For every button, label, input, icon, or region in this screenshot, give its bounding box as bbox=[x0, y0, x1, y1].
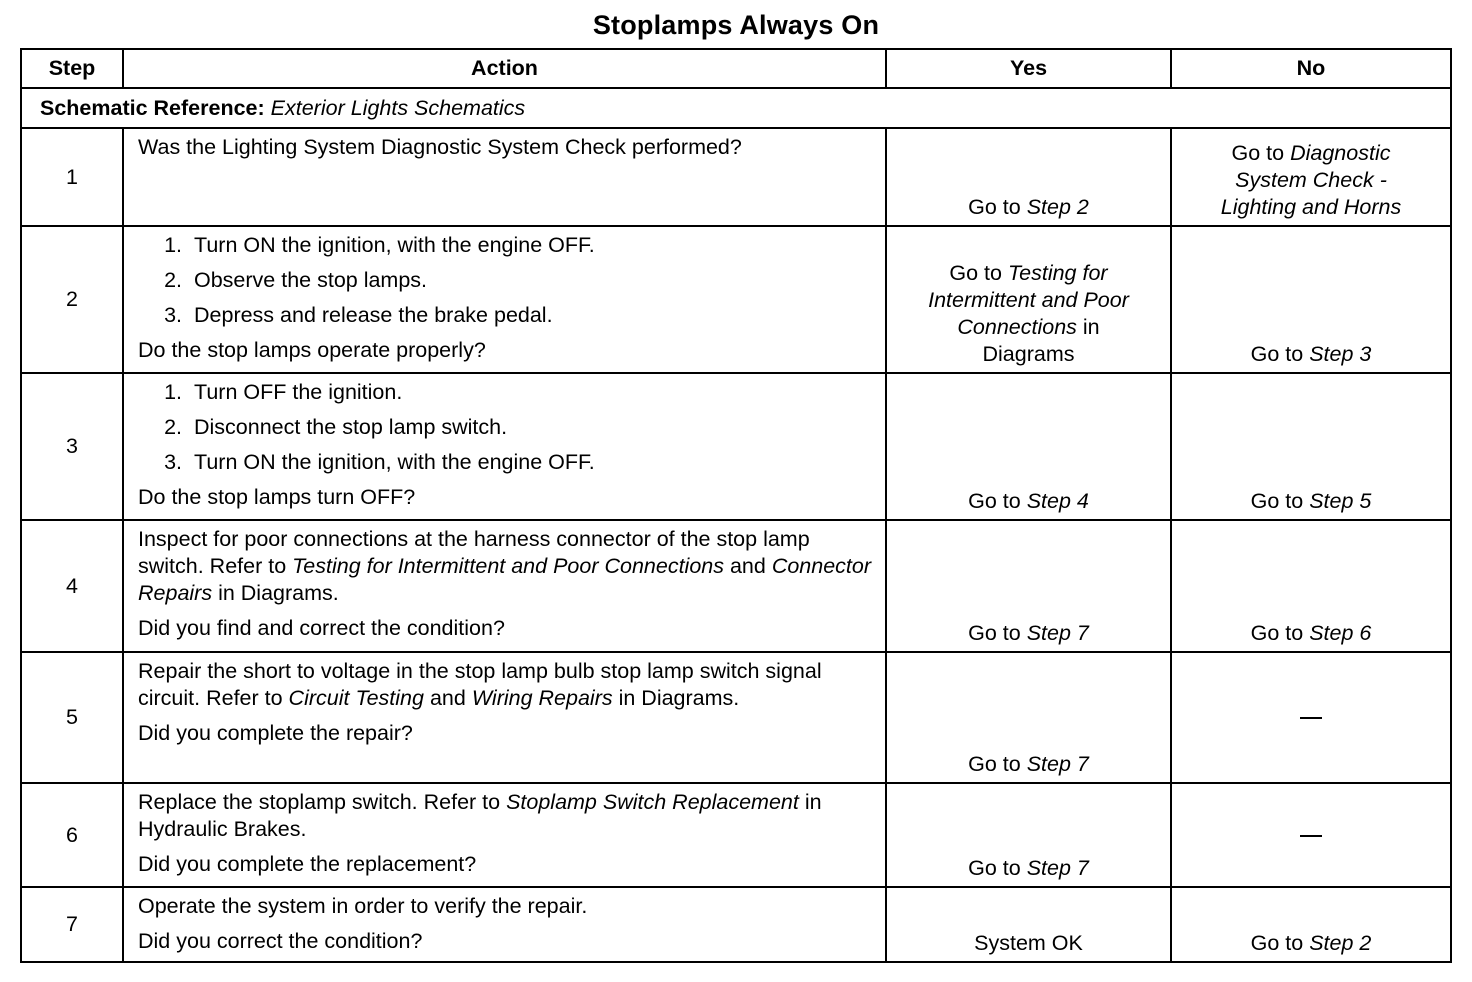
header-yes: Yes bbox=[886, 49, 1171, 88]
question-text: Did you complete the repair? bbox=[138, 721, 413, 745]
header-row bbox=[21, 49, 1451, 88]
step-number: 1 bbox=[21, 128, 123, 226]
action-text: Operate the system in order to verify the repair. bbox=[138, 894, 588, 918]
question-text: Do the stop lamps turn OFF? bbox=[138, 485, 416, 509]
no-cell bbox=[1171, 783, 1451, 887]
step-number: 7 bbox=[21, 887, 123, 962]
connector-repairs-link[interactable]: Connector Repairs bbox=[138, 554, 872, 605]
action-cell bbox=[123, 520, 886, 652]
yes-cell bbox=[886, 226, 1171, 373]
question-text: Did you correct the condition? bbox=[138, 929, 423, 953]
no-cell bbox=[1171, 520, 1451, 652]
list-item: 2. Observe the stop lamps. bbox=[164, 268, 428, 292]
action-cell bbox=[123, 373, 886, 520]
yes-cell bbox=[886, 373, 1171, 520]
action-cell bbox=[123, 226, 886, 373]
diagnostic-link-line[interactable]: System Check - bbox=[1235, 168, 1387, 192]
stoplamp-switch-replacement-link[interactable]: Stoplamp Switch Replacement bbox=[506, 790, 799, 814]
diagnostic-link-line[interactable]: Lighting and Horns bbox=[1220, 195, 1402, 219]
go-to-text: Go to bbox=[1250, 489, 1304, 513]
diagnostic-table bbox=[20, 48, 1452, 963]
header-action: Action bbox=[123, 49, 886, 88]
go-to-text: Go to bbox=[1250, 621, 1304, 645]
wiring-repairs-link[interactable]: Wiring Repairs bbox=[471, 686, 613, 710]
table-row bbox=[21, 887, 1451, 962]
action-text: Inspect for poor connections at the harness connector of the stop lamp switch. Refer to Testing for Intermittent and Poor Connections and Connector Repairs in Diagrams. bbox=[138, 527, 872, 605]
go-to-text: Go to bbox=[949, 261, 1002, 285]
go-to-text: Go to bbox=[1231, 141, 1285, 165]
question-text: Do the stop lamps operate properly? bbox=[138, 338, 486, 362]
header-step: Step bbox=[21, 49, 123, 88]
go-to-text: Go to bbox=[1250, 342, 1304, 366]
go-to-text: Go to bbox=[968, 856, 1021, 880]
step-number: 2 bbox=[21, 226, 123, 373]
question-text: Did you find and correct the condition? bbox=[138, 616, 505, 640]
go-to-text: Go to bbox=[1250, 931, 1304, 955]
schematic-reference bbox=[21, 88, 1451, 128]
go-to-text: Go to bbox=[968, 489, 1021, 513]
table-row bbox=[21, 128, 1451, 226]
in-text: in bbox=[1082, 315, 1100, 339]
yes-cell bbox=[886, 652, 1171, 783]
no-cell bbox=[1171, 128, 1451, 226]
list-item: 1. Turn OFF the ignition. bbox=[164, 380, 403, 404]
go-to-text: Go to bbox=[968, 195, 1021, 219]
go-to-text: Go to bbox=[968, 752, 1021, 776]
header-no: No bbox=[1171, 49, 1451, 88]
question-text: Did you complete the replacement? bbox=[138, 852, 477, 876]
circuit-testing-link[interactable]: Circuit Testing bbox=[288, 686, 424, 710]
page-title: Stoplamps Always On bbox=[592, 10, 880, 40]
step-number: 4 bbox=[21, 520, 123, 652]
link-line[interactable]: Intermittent and Poor bbox=[928, 288, 1129, 312]
dash-icon bbox=[1300, 835, 1322, 837]
action-text: Replace the stoplamp switch. Refer to Stoplamp Switch Replacement in Hydraulic Brakes. bbox=[138, 790, 822, 841]
step-link[interactable]: Step 6 bbox=[1309, 621, 1372, 645]
step-link[interactable]: Step 5 bbox=[1309, 489, 1372, 513]
diagnostic-link-line[interactable]: Diagnostic bbox=[1290, 141, 1391, 165]
list-item: 3. Turn ON the ignition, with the engine OFF. bbox=[164, 450, 595, 474]
no-cell bbox=[1171, 887, 1451, 962]
action-cell bbox=[123, 652, 886, 783]
step-number: 6 bbox=[21, 783, 123, 887]
go-to-text: Go to bbox=[968, 621, 1021, 645]
table-row bbox=[21, 783, 1451, 887]
step-link[interactable]: Step 7 bbox=[1026, 752, 1089, 776]
dash-icon bbox=[1300, 717, 1322, 719]
table-row bbox=[21, 520, 1451, 652]
substep-list bbox=[138, 232, 873, 329]
schematic-reference-label: Schematic Reference: bbox=[40, 95, 265, 120]
list-item: 3. Depress and release the brake pedal. bbox=[164, 303, 553, 327]
substep-list bbox=[138, 379, 873, 476]
list-item: 2. Disconnect the stop lamp switch. bbox=[164, 415, 508, 439]
schematic-reference-row bbox=[21, 88, 1451, 128]
step-link[interactable]: Step 2 bbox=[1026, 195, 1089, 219]
no-cell bbox=[1171, 652, 1451, 783]
step-link[interactable]: Step 2 bbox=[1309, 931, 1372, 955]
no-cell bbox=[1171, 226, 1451, 373]
step-number: 3 bbox=[21, 373, 123, 520]
step-number: 5 bbox=[21, 652, 123, 783]
yes-cell: System OK bbox=[886, 887, 1171, 962]
link-line[interactable]: Connections bbox=[957, 315, 1077, 339]
testing-link[interactable]: Testing for Intermittent and Poor Connections bbox=[292, 554, 724, 578]
action-text: Was the Lighting System Diagnostic System Check performed? bbox=[138, 135, 742, 159]
no-cell bbox=[1171, 373, 1451, 520]
yes-cell bbox=[886, 783, 1171, 887]
action-text: Repair the short to voltage in the stop lamp bulb stop lamp switch signal circuit. Refer to Circuit Testing and Wiring Repairs in Diagrams. bbox=[138, 659, 822, 710]
step-link[interactable]: Step 7 bbox=[1026, 856, 1089, 880]
step-link[interactable]: Step 7 bbox=[1026, 621, 1089, 645]
diagrams-text: Diagrams bbox=[982, 342, 1075, 366]
action-cell bbox=[123, 128, 886, 226]
yes-cell bbox=[886, 128, 1171, 226]
step-link[interactable]: Step 3 bbox=[1309, 342, 1372, 366]
action-cell bbox=[123, 887, 886, 962]
table-row bbox=[21, 373, 1451, 520]
step-link[interactable]: Step 4 bbox=[1026, 489, 1089, 513]
table-row bbox=[21, 226, 1451, 373]
schematic-reference-link[interactable]: Exterior Lights Schematics bbox=[270, 95, 526, 120]
table-row bbox=[21, 652, 1451, 783]
yes-cell bbox=[886, 520, 1171, 652]
list-item: 1. Turn ON the ignition, with the engine OFF. bbox=[164, 233, 595, 257]
action-cell bbox=[123, 783, 886, 887]
link-line[interactable]: Testing for bbox=[1007, 261, 1108, 285]
